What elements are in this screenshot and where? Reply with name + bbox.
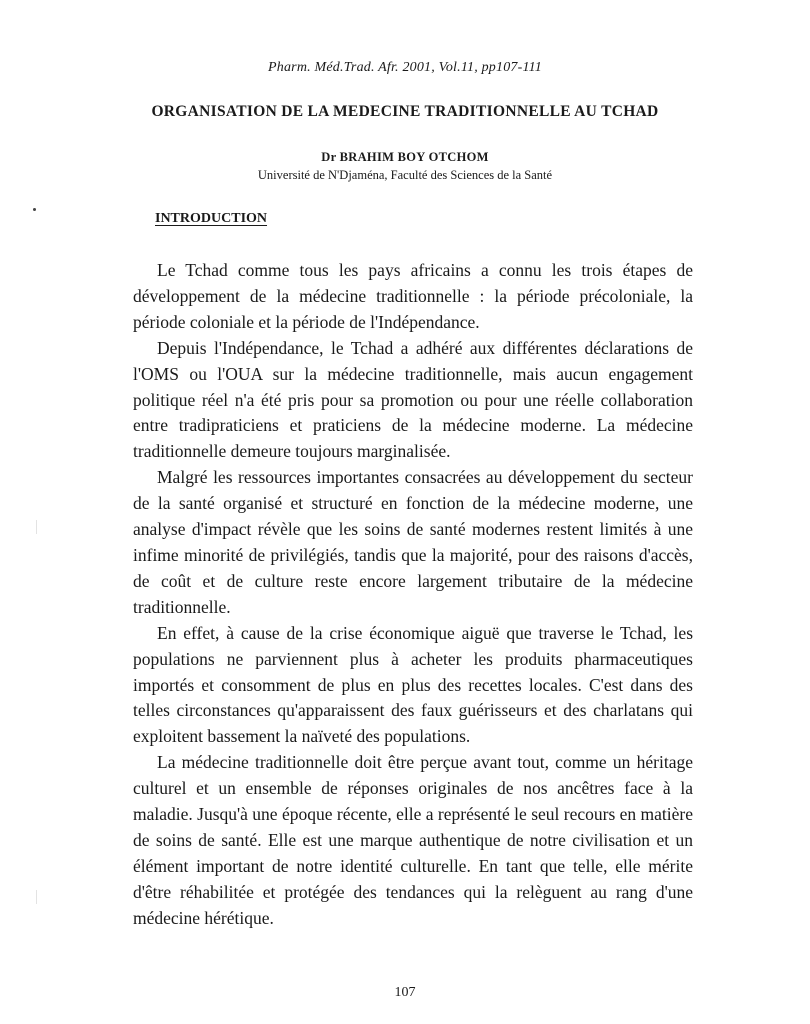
page-number: 107 <box>394 985 416 1000</box>
author-name: Dr BRAHIM BOY OTCHOM <box>321 150 489 164</box>
scan-artifact-dot <box>33 208 36 211</box>
paragraph: Depuis l'Indépendance, le Tchad a adhéré aux différentes déclarations de l'OMS ou l'OUA sur la médecine traditionnelle, mais aucun engagement politique réel n'a été pris pour sa promotion ou pour une réelle collaboration entre tradipraticiens et praticiens de la médecine moderne. La médecine traditionnelle demeure toujours marginalisée. <box>133 337 693 462</box>
running-header: Pharm. Méd.Trad. Afr. 2001, Vol.11, pp107-111 <box>268 60 542 75</box>
author-affiliation: Université de N'Djaména, Faculté des Sciences de la Santé <box>257 168 553 182</box>
paragraph: Malgré les ressources importantes consacrées au développement du secteur de la santé organisé et structuré en fonction de la médecine moderne, une analyse d'impact révèle que les soins de santé modernes restent limités à une infime minorité de privilégiés, tandis que la majorité, pour des raisons d'accès, de coût et de culture reste encore largement tributaire de la médecine traditionnelle. <box>133 467 693 617</box>
paragraph: Le Tchad comme tous les pays africains a connu les trois étapes de développement de la médecine traditionnelle : la période précoloniale, la période coloniale et la période de l'Indépendance. <box>133 260 693 332</box>
paragraph: En effet, à cause de la crise économique aiguë que traverse le Tchad, les populations ne parviennent plus à acheter les produits pharmaceutiques importés et consomment de plus en plus des recettes locales. C'est dans des telles circonstances qu'apparaissent des faux guérisseurs et des charlatans qui exploitent bassement la naïveté des populations. <box>133 622 693 747</box>
paragraph: La médecine traditionnelle doit être perçue avant tout, comme un héritage culturel et un ensemble de réponses originales de nos ancêtres face à la maladie. Jusqu'à une époque récente, elle a représenté le seul recours en matière de soins de santé. Elle est une marque authentique de notre civilisation et un élément important de notre identité culturelle. En tant que telle, elle mérite d'être réhabilitée et protégée des tendances qui la relèguent au rang d'une médecine hérétique. <box>133 752 693 928</box>
article-title: ORGANISATION DE LA MEDECINE TRADITIONNELLE AU TCHAD <box>151 103 659 120</box>
scan-artifact-line <box>36 520 37 534</box>
body-text <box>133 258 693 932</box>
scan-artifact-line <box>36 890 37 904</box>
section-heading: INTRODUCTION <box>155 211 268 226</box>
